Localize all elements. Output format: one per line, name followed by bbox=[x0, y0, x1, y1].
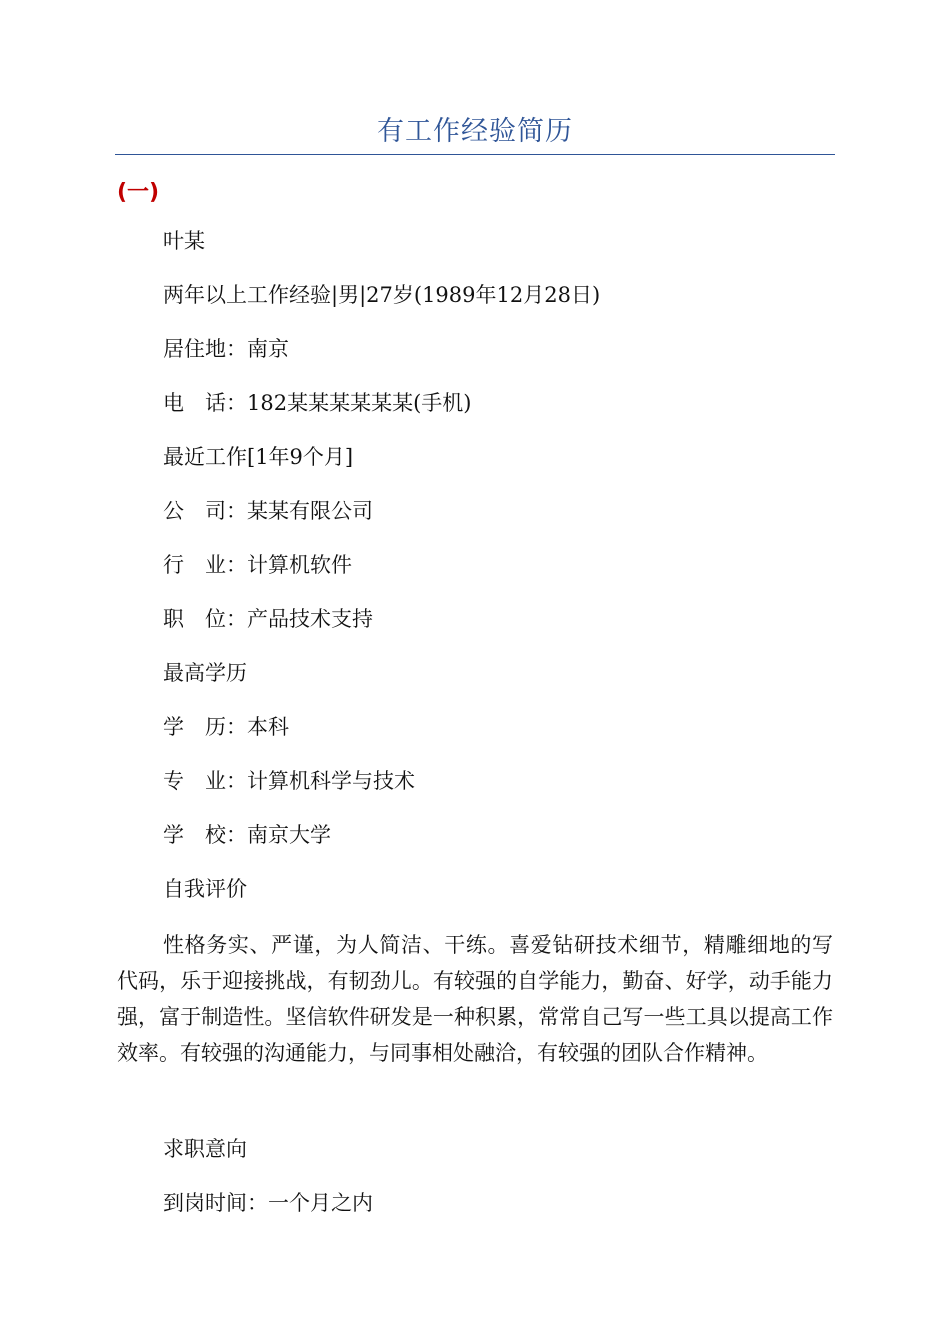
candidate-name: 叶某 bbox=[163, 229, 205, 253]
phone-line: 电 话：182某某某某某某(手机) bbox=[163, 391, 472, 415]
section-number: (一) bbox=[117, 180, 160, 205]
document-title: 有工作经验简历 bbox=[377, 116, 573, 147]
candidate-summary: 两年以上工作经验|男|27岁(1989年12月28日) bbox=[163, 283, 601, 307]
degree-line: 学 历：本科 bbox=[163, 715, 289, 739]
major-line: 专 业：计算机科学与技术 bbox=[163, 769, 415, 793]
school-line: 学 校：南京大学 bbox=[163, 823, 331, 847]
position-line: 职 位：产品技术支持 bbox=[163, 607, 373, 631]
industry-line: 行 业：计算机软件 bbox=[163, 553, 352, 577]
self-evaluation-paragraph: 性格务实、严谨，为人简洁、干练。喜爱钻研技术细节，精雕细地的写代码，乐于迎接挑战，有韧劲儿。有较强的自学能力，勤奋、好学，动手能力强，富于制造性。坚信软件研发是一种积累，常常自己写一些工具以提高工作效率。有较强的沟通能力，与同事相处融洽，有较强的团队合作精神。 bbox=[117, 933, 833, 1065]
title-divider bbox=[115, 154, 835, 155]
arrival-time-line: 到岗时间：一个月之内 bbox=[163, 1191, 373, 1215]
company-line: 公 司：某某有限公司 bbox=[163, 499, 373, 523]
education-heading: 最高学历 bbox=[163, 661, 247, 685]
self-evaluation-heading: 自我评价 bbox=[163, 877, 247, 901]
residence-line: 居住地：南京 bbox=[163, 337, 289, 361]
recent-work-heading: 最近工作[1年9个月] bbox=[163, 445, 354, 469]
job-intention-heading: 求职意向 bbox=[163, 1137, 247, 1161]
